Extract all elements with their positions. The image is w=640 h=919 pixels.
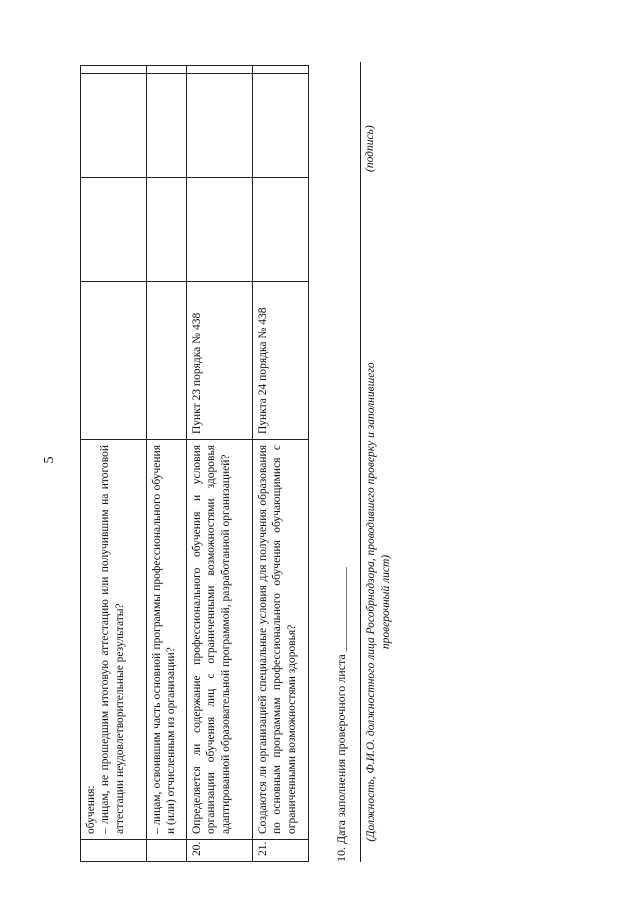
answer-na-cell — [187, 66, 253, 74]
table-row — [147, 66, 187, 862]
answer-na-cell — [147, 66, 187, 74]
answer-yes-cell — [147, 178, 187, 282]
answer-no-cell — [81, 74, 147, 178]
signature-line — [360, 62, 361, 862]
question-text: обучения: – лицам, не прошедшим итоговую аттестацию или получившим на итоговой аттестации неудовлетворительные результаты? — [81, 440, 147, 840]
signature-label: (подпись) — [364, 125, 376, 172]
table-row — [253, 66, 309, 862]
reference-cell — [81, 282, 147, 440]
question-text: Определяется ли содержание профессионального обучения и условия организации обучения лиц с ограниченными возможностями здоровья адаптированной образовательной программой, разработанной организацией? — [187, 440, 253, 840]
checklist-table — [80, 65, 309, 862]
answer-no-cell — [147, 74, 187, 178]
answer-no-cell — [187, 74, 253, 178]
reference-cell — [147, 282, 187, 440]
row-number: 21. — [253, 840, 309, 862]
row-number — [147, 840, 187, 862]
rotated-content — [80, 62, 480, 862]
answer-na-cell — [81, 66, 147, 74]
question-text: – лицам, освоившим часть основной программы профессионального обучения и (или) отчисленным из организации? — [147, 440, 187, 840]
table-row — [81, 66, 147, 862]
answer-yes-cell — [81, 178, 147, 282]
reference-cell: Пункт 23 порядка № 438 — [187, 282, 253, 440]
signature-caption: (Должность, Ф.И.О. должностного лица Рособрнадзора, проводившего проверку и заполнившего проверочный лист) — [365, 362, 392, 842]
answer-na-cell — [253, 66, 309, 74]
answer-yes-cell — [187, 178, 253, 282]
page-number: 5 — [42, 456, 57, 464]
row-number — [81, 840, 147, 862]
answer-no-cell — [253, 74, 309, 178]
table-row — [187, 66, 253, 862]
reference-cell: Пункта 24 порядка № 438 — [253, 282, 309, 440]
fill-date-label: 10. Дата заполнения проверочного листа ______________ — [334, 567, 348, 862]
answer-yes-cell — [253, 178, 309, 282]
row-number: 20. — [187, 840, 253, 862]
question-text: Создаются ли организацией специальные условия для получения образования по основным программам профессионального обучения обучающимися с ограниченными возможностями здоровья? — [253, 440, 309, 840]
